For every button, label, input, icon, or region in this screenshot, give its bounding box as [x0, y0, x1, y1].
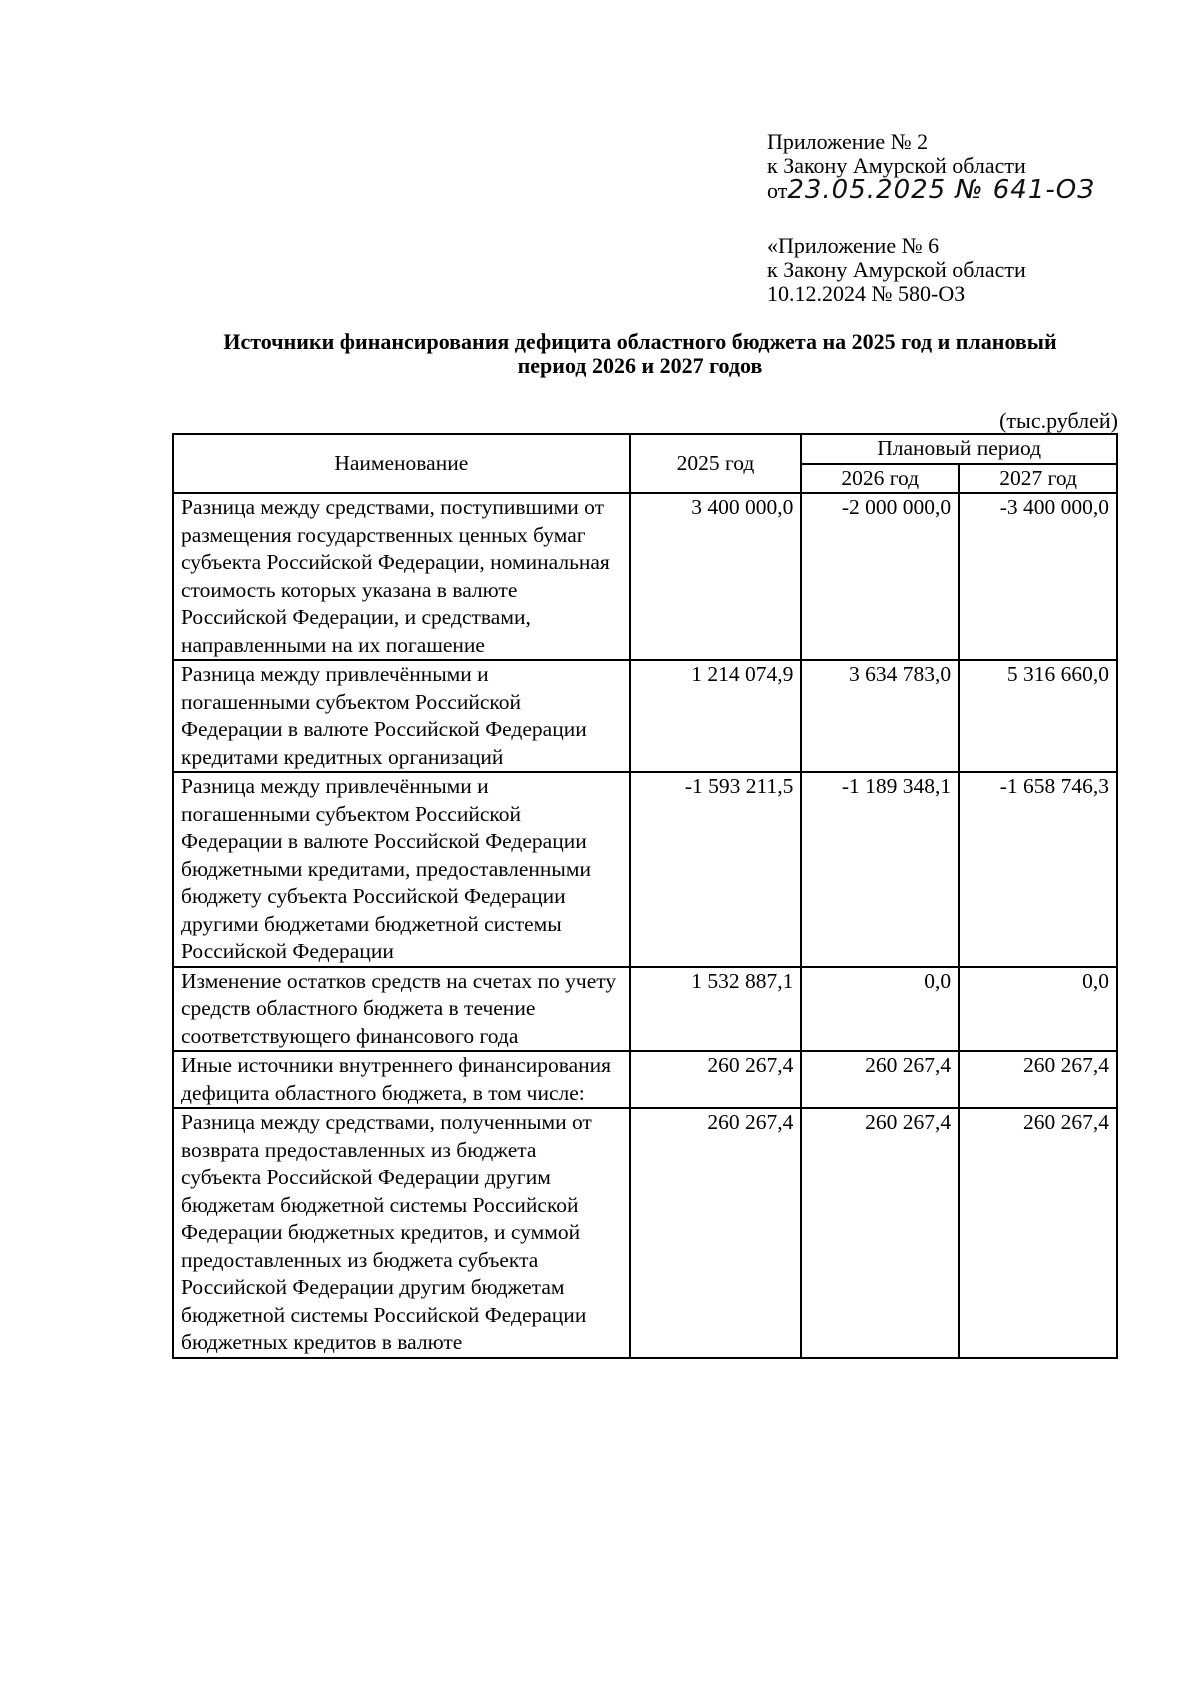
appendix-label: Приложение № 2 — [767, 129, 929, 154]
row-value-2025: 260 267,4 — [630, 1051, 802, 1108]
law-date-line — [767, 175, 1095, 205]
row-name: Изменение остатков средств на счетах по учету средств областного бюджета в течение соответствующего финансового года — [173, 967, 630, 1052]
row-value-2026: -1 189 348,1 — [801, 772, 959, 967]
header-planning-period: Плановый период — [801, 434, 1117, 464]
table-row — [173, 660, 1117, 772]
row-value-2025: 1 532 887,1 — [630, 967, 802, 1052]
law-label: к Закону Амурской области — [767, 153, 1026, 178]
row-value-2026: -2 000 000,0 — [801, 493, 959, 660]
row-value-2026: 0,0 — [801, 967, 959, 1052]
row-value-2026: 3 634 783,0 — [801, 660, 959, 772]
row-value-2027: -3 400 000,0 — [959, 493, 1117, 660]
units-label: (тыс.рублей) — [999, 408, 1118, 433]
table-row — [173, 967, 1117, 1052]
row-value-2027: 260 267,4 — [959, 1108, 1117, 1358]
row-value-2026: 260 267,4 — [801, 1108, 959, 1358]
original-law-label: к Закону Амурской области — [767, 257, 1026, 282]
date-prefix: от — [767, 178, 788, 203]
row-value-2025: 3 400 000,0 — [630, 493, 802, 660]
table-row — [173, 493, 1117, 660]
row-name: Разница между средствами, полученными от возврата предоставленных из бюджета субъекта Российской Федерации другим бюджетам бюджетной системы Российской Федерации бюджетных кредитов, и суммой предоставленных из бюджета субъекта Российской Федерации другим бюджетам бюджетной системы Российской Федерации бюджетных кредитов в валюте — [173, 1108, 630, 1358]
original-appendix-label: «Приложение № 6 — [767, 233, 940, 258]
title-line-1: Источники финансирования дефицита областного бюджета на 2025 год и плановый — [223, 329, 1057, 354]
row-name: Иные источники внутреннего финансирования дефицита областного бюджета, в том числе: — [173, 1051, 630, 1108]
row-name: Разница между средствами, поступившими от размещения государственных ценных бумаг субъекта Российской Федерации, номинальная стоимость которых указана в валюте Российской Федерации, и средствами, направленными на их погашение — [173, 493, 630, 660]
row-value-2025: 260 267,4 — [630, 1108, 802, 1358]
header-2027: 2027 год — [959, 464, 1117, 494]
document-title — [150, 330, 1130, 378]
appendix-header — [767, 130, 1095, 203]
header-2025: 2025 год — [630, 434, 802, 493]
header-2026: 2026 год — [801, 464, 959, 494]
original-appendix-header — [767, 234, 1026, 306]
row-value-2027: 260 267,4 — [959, 1051, 1117, 1108]
row-name: Разница между привлечёнными и погашенными субъектом Российской Федерации в валюте Российской Федерации кредитами кредитных организаций — [173, 660, 630, 772]
row-value-2026: 260 267,4 — [801, 1051, 959, 1108]
row-value-2027: 0,0 — [959, 967, 1117, 1052]
header-name: Наименование — [173, 434, 630, 493]
table-row — [173, 1051, 1117, 1108]
table-row — [173, 1108, 1117, 1358]
budget-table — [172, 433, 1118, 1359]
handwritten-date-number: 23.05.2025 № 641-ОЗ — [787, 175, 1095, 205]
row-value-2025: 1 214 074,9 — [630, 660, 802, 772]
original-law-date-number: 10.12.2024 № 580-ОЗ — [767, 281, 966, 306]
row-value-2027: -1 658 746,3 — [959, 772, 1117, 967]
row-value-2027: 5 316 660,0 — [959, 660, 1117, 772]
row-value-2025: -1 593 211,5 — [630, 772, 802, 967]
row-name: Разница между привлечёнными и погашенными субъектом Российской Федерации в валюте Российской Федерации бюджетными кредитами, предоставленными бюджету субъекта Российской Федерации другими бюджетами бюджетной системы Российской Федерации — [173, 772, 630, 967]
table-row — [173, 772, 1117, 967]
title-line-2: период 2026 и 2027 годов — [517, 353, 763, 378]
